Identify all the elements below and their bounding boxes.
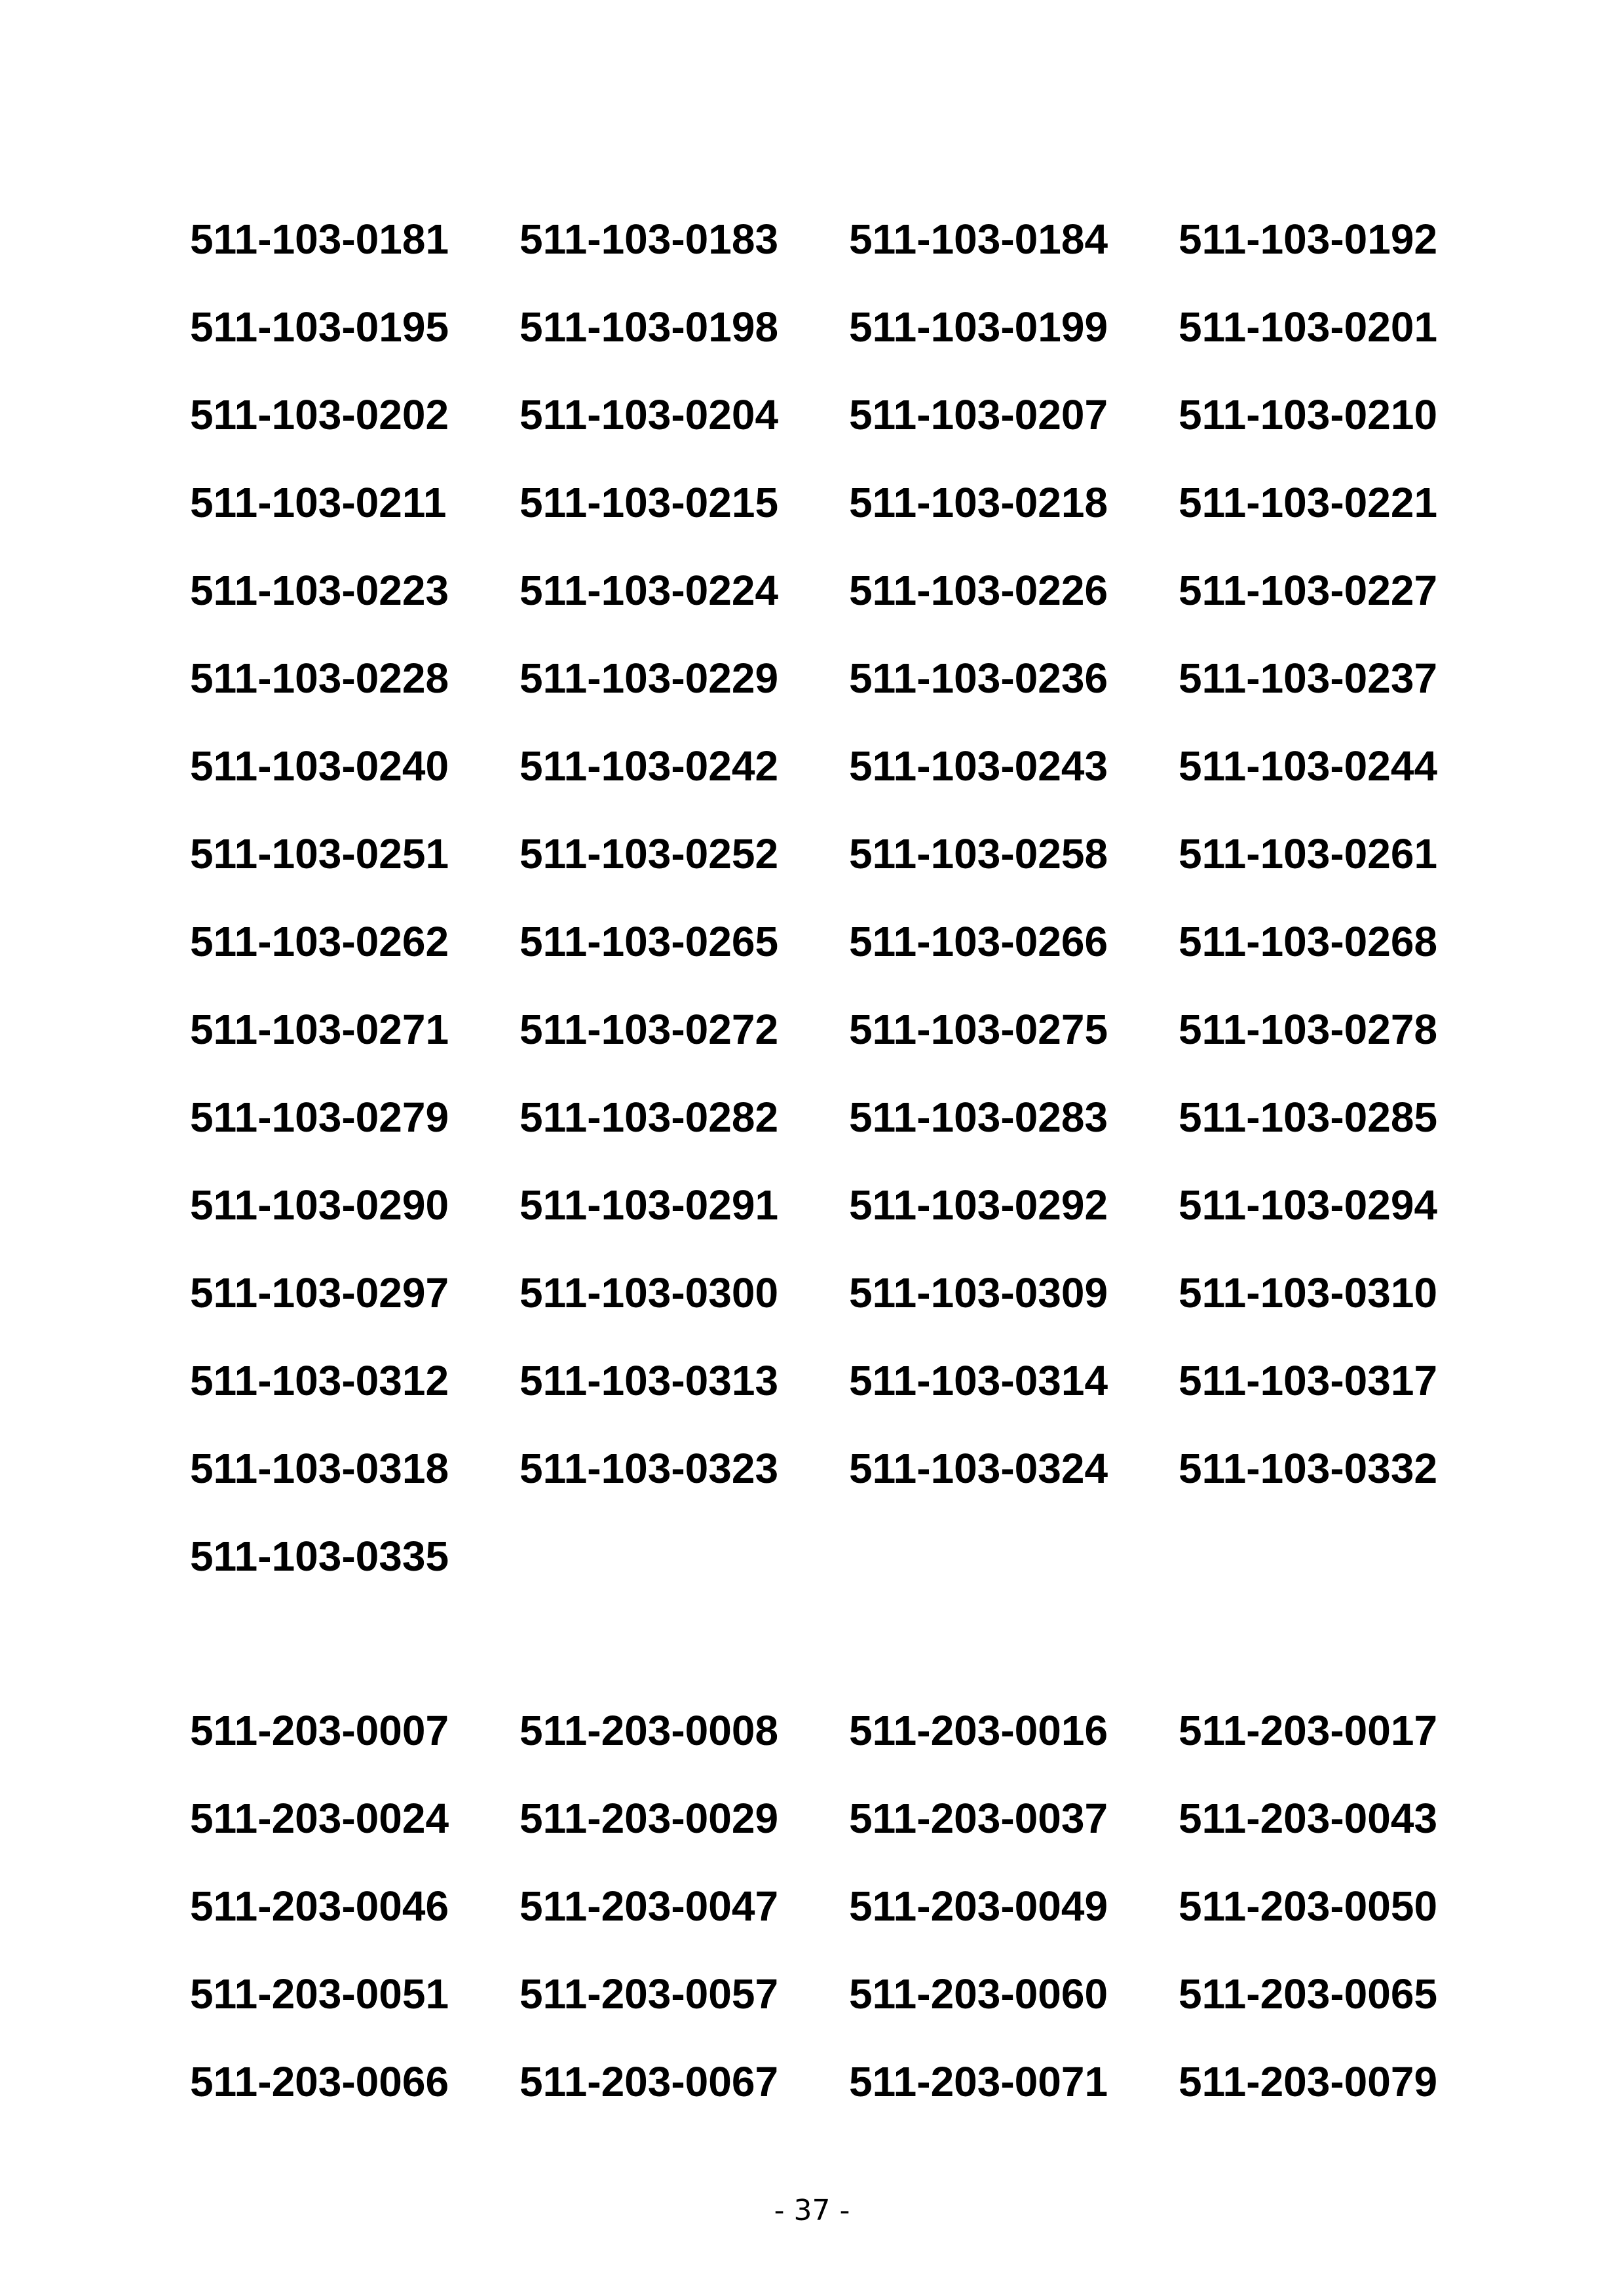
code-entry: 511-103-0332 — [1179, 1445, 1438, 1492]
code-entry: 511-103-0310 — [1179, 1269, 1438, 1316]
code-entry: 511-103-0294 — [1179, 1181, 1438, 1229]
code-entry: 511-103-0218 — [849, 479, 1108, 526]
code-entry: 511-103-0271 — [190, 1006, 449, 1053]
code-entry: 511-103-0300 — [519, 1269, 779, 1316]
code-entry: 511-103-0210 — [1179, 391, 1438, 438]
code-entry: 511-103-0285 — [1179, 1094, 1438, 1141]
code-entry: 511-203-0067 — [519, 2058, 779, 2105]
code-entry: 511-203-0049 — [849, 1883, 1108, 1930]
code-entry: 511-103-0297 — [190, 1269, 449, 1316]
code-list-group-511-203 — [190, 1687, 1508, 2126]
code-entry: 511-203-0065 — [1179, 1970, 1438, 2018]
code-entry: 511-103-0237 — [1179, 655, 1438, 702]
code-entry: 511-103-0317 — [1179, 1357, 1438, 1404]
code-entry: 511-103-0318 — [190, 1445, 449, 1492]
code-entry: 511-203-0060 — [849, 1970, 1108, 2018]
page-number: - 37 - — [774, 2194, 850, 2227]
code-entry: 511-103-0323 — [519, 1445, 779, 1492]
code-entry: 511-103-0229 — [519, 655, 779, 702]
code-entry: 511-103-0282 — [519, 1094, 779, 1141]
code-entry: 511-103-0292 — [849, 1181, 1108, 1229]
code-entry: 511-103-0211 — [190, 479, 447, 526]
code-entry: 511-103-0198 — [519, 303, 779, 351]
code-entry: 511-203-0047 — [519, 1883, 779, 1930]
code-entry: 511-103-0268 — [1179, 918, 1438, 965]
code-entry: 511-103-0252 — [519, 830, 779, 877]
code-entry: 511-103-0181 — [190, 216, 449, 263]
code-entry: 511-103-0242 — [519, 742, 779, 790]
code-entry: 511-103-0312 — [190, 1357, 449, 1404]
code-entry: 511-103-0291 — [519, 1181, 779, 1229]
code-entry: 511-103-0199 — [849, 303, 1108, 351]
code-entry: 511-103-0207 — [849, 391, 1108, 438]
code-entry: 511-103-0258 — [849, 830, 1108, 877]
code-entry: 511-103-0236 — [849, 655, 1108, 702]
code-entry: 511-103-0201 — [1179, 303, 1438, 351]
code-entry: 511-203-0008 — [519, 1707, 779, 1754]
code-entry: 511-203-0071 — [849, 2058, 1108, 2105]
code-entry: 511-103-0244 — [1179, 742, 1438, 790]
code-entry: 511-103-0243 — [849, 742, 1108, 790]
code-entry: 511-203-0024 — [190, 1795, 449, 1842]
code-entry: 511-203-0057 — [519, 1970, 779, 2018]
code-entry: 511-103-0251 — [190, 830, 449, 877]
code-entry: 511-103-0221 — [1179, 479, 1438, 526]
code-entry: 511-103-0335 — [190, 1533, 449, 1580]
code-entry: 511-103-0266 — [849, 918, 1108, 965]
code-list-group-511-103 — [190, 195, 1508, 1600]
code-entry: 511-203-0066 — [190, 2058, 449, 2105]
code-entry: 511-103-0202 — [190, 391, 449, 438]
code-entry: 511-203-0029 — [519, 1795, 779, 1842]
code-entry: 511-103-0262 — [190, 918, 449, 965]
code-entry: 511-103-0228 — [190, 655, 449, 702]
code-entry: 511-103-0192 — [1179, 216, 1438, 263]
code-entry: 511-103-0279 — [190, 1094, 449, 1141]
code-entry: 511-103-0227 — [1179, 567, 1438, 614]
code-entry: 511-203-0043 — [1179, 1795, 1438, 1842]
code-entry: 511-103-0272 — [519, 1006, 779, 1053]
code-entry: 511-203-0007 — [190, 1707, 449, 1754]
code-entry: 511-203-0050 — [1179, 1883, 1438, 1930]
code-entry: 511-203-0037 — [849, 1795, 1108, 1842]
code-entry: 511-203-0016 — [849, 1707, 1108, 1754]
code-entry: 511-103-0240 — [190, 742, 449, 790]
code-entry: 511-103-0224 — [519, 567, 779, 614]
code-entry: 511-103-0283 — [849, 1094, 1108, 1141]
code-entry: 511-103-0309 — [849, 1269, 1108, 1316]
code-entry: 511-103-0215 — [519, 479, 779, 526]
code-entry: 511-103-0184 — [849, 216, 1108, 263]
code-entry: 511-103-0226 — [849, 567, 1108, 614]
code-entry: 511-203-0046 — [190, 1883, 449, 1930]
code-entry: 511-103-0275 — [849, 1006, 1108, 1053]
code-entry: 511-103-0313 — [519, 1357, 779, 1404]
code-entry: 511-103-0195 — [190, 303, 449, 351]
code-entry: 511-103-0290 — [190, 1181, 449, 1229]
code-entry: 511-103-0223 — [190, 567, 449, 614]
code-entry: 511-103-0278 — [1179, 1006, 1438, 1053]
code-entry: 511-103-0183 — [519, 216, 779, 263]
code-entry: 511-103-0265 — [519, 918, 779, 965]
code-entry: 511-203-0017 — [1179, 1707, 1438, 1754]
code-entry: 511-103-0324 — [849, 1445, 1108, 1492]
code-entry: 511-203-0079 — [1179, 2058, 1438, 2105]
code-entry: 511-103-0314 — [849, 1357, 1108, 1404]
code-entry: 511-203-0051 — [190, 1970, 449, 2018]
code-entry: 511-103-0261 — [1179, 830, 1438, 877]
code-entry: 511-103-0204 — [519, 391, 779, 438]
